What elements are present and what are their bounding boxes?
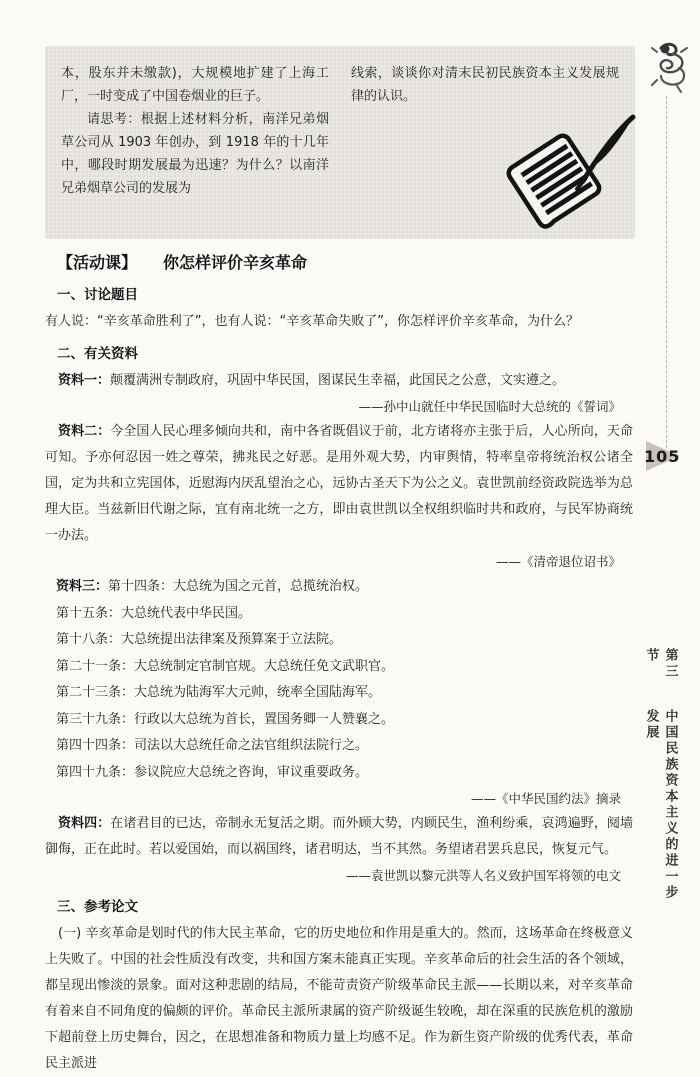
material-2-attribution: ——《清帝退位诏书》 <box>495 554 621 569</box>
material-1-label: 资料一： <box>58 373 111 388</box>
material-1-attribution: ——孙中山就任中华民国临时大总统的《誓词》 <box>358 399 621 414</box>
material-4-attribution: ——袁世凯以黎元洪等人名义致护国军将领的电文 <box>345 868 621 883</box>
material-3-attribution: ——《中华民国约法》摘录 <box>470 791 621 806</box>
activity-headline <box>57 250 633 273</box>
material-3-article-3: 第十八条：大总统提出法律案及预算案于立法院。 <box>56 632 343 647</box>
think-question-paragraph: 请思考：根据上述材料分析，南洋兄弟烟草公司从 1903 年创办，到 1918 年的十几年中，哪段时期发展最为迅速？为什么？以南洋兄弟烟草公司的发展为 <box>61 112 329 196</box>
chapter-sidebar <box>643 648 678 908</box>
margin-dashed-rule <box>666 96 667 448</box>
discussion-question: 有人说：“辛亥革命胜利了”，也有人说：“辛亥革命失败了”，你怎样评价辛亥革命，为什么？ <box>45 314 579 329</box>
recap-left-column <box>61 62 329 229</box>
quill-letter-illustration <box>499 109 649 237</box>
activity-tag: 【活动课】 <box>57 253 138 272</box>
material-3-article-2: 第十五条：大总统代表中华民国。 <box>56 605 252 621</box>
material-1-text: 颠覆满洲专制政府，巩固中华民国，图谋民生幸福，此国民之公意，文实遵之。 <box>110 373 566 388</box>
section1-heading: 一、讨论题目 <box>57 287 138 303</box>
reference-essay: (一) 辛亥革命是划时代的伟大民主革命，它的历史地位和作用是重大的。然而，这场革命在终极意义上失败了。中国的社会性质没有改变，共和国方案未能真正实现。辛亥革命后的社会生活的各个领域，都呈现出惨淡的景象。面对这种悲剧的结局，不能苛责资产阶级革命民主派——长期以来，对辛亥革命有着来自不同角度的偏颇的评价。革命民主派所隶属的资产阶级诞生较晚，却在深重的民族危机的激励下超前登上历史舞台，因之，在思想准备和物质力量上均感不足。作为新生资产阶级的优秀代表，革命民主派进 <box>45 926 633 1071</box>
dragon-ornament-icon <box>643 40 695 96</box>
material-3-article-7: 第四十四条：司法以大总统任命之法官组织法院行之。 <box>56 738 369 753</box>
page-number-marker <box>640 441 696 473</box>
material-3-label: 资料三： <box>56 579 109 594</box>
material-1 <box>45 368 633 394</box>
material-3-article-8: 第四十九条：参议院应大总统之咨询，审议重要政务。 <box>56 764 369 780</box>
material-4-text: 在诸君目的已达，帝制永无复活之期。而外顾大势，内顾民生，渔利纷乘，哀鸿遍野，阋墙御侮，正在此时。若以爱国始，而以祸国终，诸君明达，当不其然。务望诸君罢兵息民，恢复元气。 <box>45 816 633 857</box>
page-number: 105 <box>644 447 681 466</box>
section3-heading: 三、参考论文 <box>57 899 138 915</box>
material-3-article-4: 第二十一条：大总统制定官制官规。大总统任免文武职官。 <box>56 658 395 674</box>
sidebar-section-label: 第三节 <box>643 648 678 680</box>
material-3-article-5: 第二十三条：大总统为陆海军大元帅，统率全国陆海军。 <box>56 685 382 700</box>
material-2-label: 资料二： <box>58 424 111 439</box>
recap-paragraph: 本，股东并未缴款)，大规模地扩建了上海工厂，一时变成了中国卷烟业的巨子。 <box>61 66 329 104</box>
activity-title: 你怎样评价辛亥革命 <box>163 253 308 272</box>
main-content <box>45 250 633 1077</box>
section2-heading: 二、有关资料 <box>57 346 138 362</box>
sidebar-chapter-title: 中国民族资本主义的进一步发展 <box>643 708 678 901</box>
material-2 <box>45 419 633 549</box>
recap-paragraph-continued: 线索，谈谈你对清末民初民族资本主义发展规律的认识。 <box>351 66 619 104</box>
material-4 <box>45 811 633 863</box>
material-3-article-1: 第十四条：大总统为国之元首，总揽统治权。 <box>108 579 369 594</box>
material-3-article-6: 第三十九条：行政以大总统为首长，置国务卿一人赞襄之。 <box>56 711 395 727</box>
material-2-text: 今全国人民心理多倾向共和，南中各省既倡议于前，北方诸将亦主张于后，人心所向，天命可知。予亦何忍因一姓之尊荣，拂兆民之好恶。是用外观大势，内审舆情，特率皇帝将统治权公诸全国，定为共和立宪国体，近慰海内厌乱望治之心，远协古圣天下为公之义。袁世凯前经资政院选举为总理大臣。当兹新旧代谢之际，宜有南北统一之方，即由袁世凯以全权组织临时共和政府，与民军协商统一办法。 <box>45 424 633 543</box>
material-4-label: 资料四： <box>58 816 111 831</box>
material-3-line-1 <box>45 574 633 601</box>
recap-box <box>45 46 635 239</box>
